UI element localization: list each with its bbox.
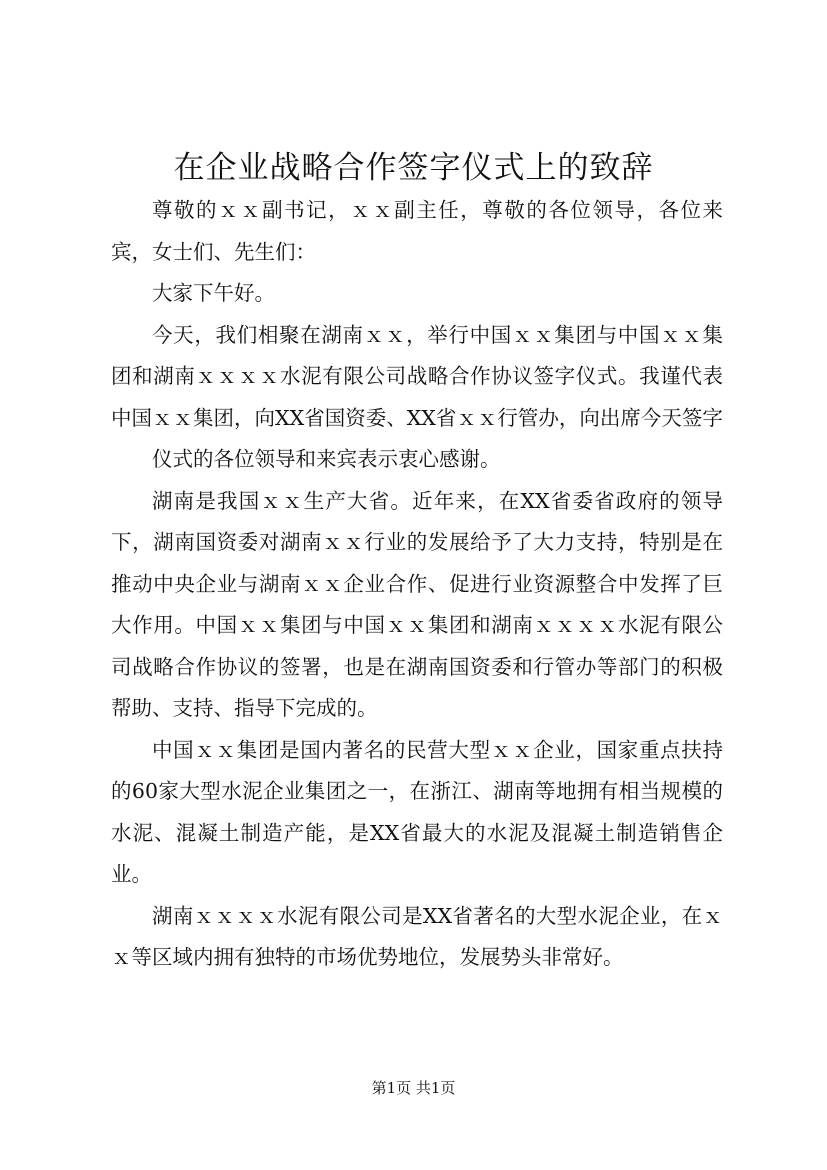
page-number: 第1页 共1页 <box>371 1079 456 1097</box>
paragraph-introduction: 今天，我们相聚在湖南ｘｘ，举行中国ｘｘ集团与中国ｘｘ集团和湖南ｘｘｘｘ水泥有限公司战略合作协议签字仪式。我谨代表中国ｘｘ集团，向XX省国资委、XX省ｘｘ行管办，向出席今天签字 <box>111 322 723 430</box>
paragraph-group-profile: 中国ｘｘ集团是国内著名的民营大型ｘｘ企业，国家重点扶持的60家大型水泥企业集团之一，在浙江、湖南等地拥有相当规模的水泥、混凝土制造产能，是XX省最大的水泥及混凝土制造销售企业。 <box>111 737 723 886</box>
document-body <box>111 190 723 979</box>
paragraph-hunan-industry: 湖南是我国ｘｘ生产大省。近年来，在XX省委省政府的领导下，湖南国资委对湖南ｘｘ行业的发展给予了大力支持，特别是在推动中央企业与湖南ｘｘ企业合作、促进行业资源整合中发挥了巨大作用。中国ｘｘ集团与中国ｘｘ集团和湖南ｘｘｘｘ水泥有限公司战略合作协议的签署，也是在湖南国资委和行管办等部门的积极帮助、支持、指导下完成的。 <box>111 488 723 720</box>
paragraph-salutation: 尊敬的ｘｘ副书记，ｘｘ副主任，尊敬的各位领导，各位来宾，女士们、先生们： <box>111 198 723 264</box>
paragraph-company-profile: 湖南ｘｘｘｘ水泥有限公司是XX省著名的大型水泥企业，在ｘｘ等区域内拥有独特的市场优势地位，发展势头非常好。 <box>111 903 723 969</box>
paragraph-thanks: 仪式的各位领导和来宾表示衷心感谢。 <box>152 447 501 471</box>
document-title: 在企业战略合作签字仪式上的致辞 <box>173 150 654 186</box>
paragraph-greeting: 大家下午好。 <box>152 281 275 305</box>
